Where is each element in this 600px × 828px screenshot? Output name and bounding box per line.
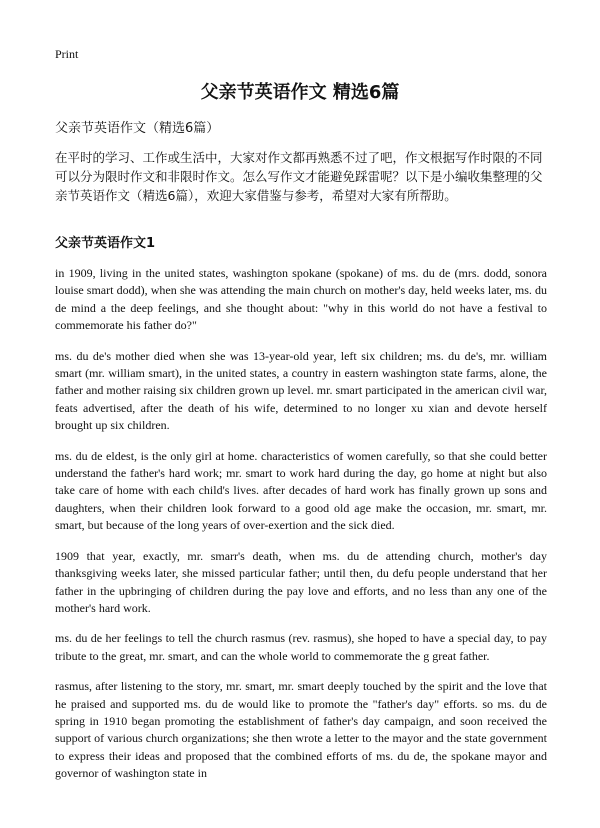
intro-paragraph: 在平时的学习、工作或生活中，大家对作文都再熟悉不过了吧，作文根据写作时限的不同可以分为限时作文和非限时作文。怎么写作文才能避免踩雷呢？以下是小编收集整理的父亲节英语作文（精选6篇），欢迎大家借鉴与参考，希望对大家有所帮助。: [55, 150, 543, 203]
document-title: 父亲节英语作文 精选6篇: [200, 82, 400, 103]
essay-paragraph-5: ms. du de her feelings to tell the church rasmus (rev. rasmus), she hoped to have a special day, to pay tribute to the great, mr. smart, and can the whole world to commemorate the g great father.: [55, 631, 547, 663]
essay-paragraph-2: ms. du de's mother died when she was 13-year-old year, left six children; ms. du de's, mr. william smart (mr. william smart), in the united states, a country in eastern washington state farms, alone, the father and mother raising six children grown up level. mr. smart participated in the american civil war, feats advertised, after the death of his wife, determined to no longer xu xian and devote herself brought up six children.: [55, 348, 547, 433]
print-label: Print: [55, 47, 79, 61]
essay-paragraph-4: 1909 that year, exactly, mr. smarr's death, when ms. du de attending church, mother's day thanksgiving weeks later, she missed particular father; until then, du defu people understand that her father in the upbringing of children during the pay love and efforts, and no less than any one of the mother's hard work.: [55, 548, 547, 615]
essay-paragraph-3: ms. du de eldest, is the only girl at home. characteristics of women carefully, so that she could better understand the father's hard work; mr. smart to work hard during the day, go home at night but also take care of home with each child's lives. after decades of hard work has finally grown up sons and daughters, when their children look forward to a good old age make the occasion, mr. smart, mr. smart, but because of the long years of over-exertion and the sick died.: [55, 448, 547, 533]
section-heading: 父亲节英语作文1: [55, 236, 156, 251]
essay-body: [55, 265, 547, 796]
document-subtitle: 父亲节英语作文（精选6篇）: [55, 121, 220, 136]
essay-paragraph-1: in 1909, living in the united states, washington spokane (spokane) of ms. du de (mrs. dodd, sonora louise smart dodd), when she was attending the main church on mother's day, held weeks later, ms. du de mind a the deep feelings, and she thought about: "why in this world do not have a festival to commemorate his father do?": [55, 266, 547, 333]
essay-paragraph-6: rasmus, after listening to the story, mr. smart, mr. smart deeply touched by the spirit and the love that he praised and supported ms. du de would like to promote the "father's day" efforts. so ms. du de spring in 1910 began promoting the establishment of father's day campaign, and soon received the support of various church organizations; she then wrote a letter to the mayor and the state government to express their ideas and proposed that the combined efforts of ms. du de, the spokane mayor and governor of washington state in: [55, 679, 547, 781]
